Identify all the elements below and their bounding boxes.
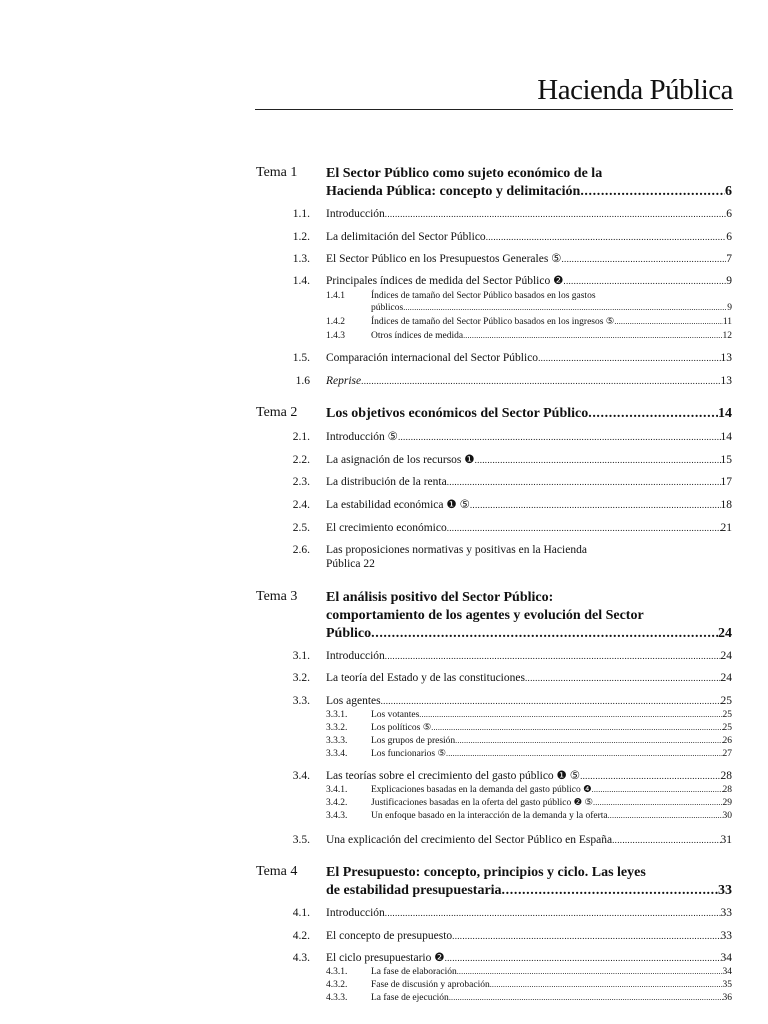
- item-text: El concepto de presupuesto: [326, 930, 453, 942]
- dot-leader: [445, 951, 721, 965]
- dot-leader: [431, 722, 722, 734]
- dot-leader: [381, 694, 721, 708]
- item-number: 4.1.: [292, 907, 310, 919]
- item-number: 1.4.: [292, 275, 310, 287]
- subitem-text: públicos: [371, 303, 404, 313]
- item-number: 2.6.: [292, 544, 310, 556]
- dot-leader: [538, 351, 720, 365]
- subitem-text: Explicaciones basadas en la demanda del gasto público ❹: [371, 785, 592, 795]
- subitem-text: Los grupos de presión: [371, 736, 456, 746]
- item-page: 6: [726, 231, 732, 243]
- subitem-text: Índices de tamaño del Sector Público basados en los gastos: [371, 291, 596, 301]
- subitem-text: Fase de discusión y aprobación: [371, 980, 490, 990]
- subitem-number: 3.3.2.: [326, 723, 348, 733]
- item-page: 17: [720, 476, 732, 488]
- subitem-text: Un enfoque basado en la interacción de la demanda y la oferta: [371, 811, 608, 821]
- item-number: 3.2.: [292, 672, 310, 684]
- dot-leader: [361, 374, 720, 388]
- item-text: La asignación de los recursos ❶: [326, 454, 475, 466]
- subitem-text: Los votantes: [371, 710, 420, 720]
- subitem-number: 1.4.3: [326, 331, 345, 341]
- dot-leader: [449, 992, 723, 1004]
- subitem-number: 3.3.1.: [326, 710, 348, 720]
- subitem-page: 27: [722, 749, 732, 759]
- item-page: 15: [720, 454, 732, 466]
- subitem-text: Los funcionarios ⑤: [371, 749, 447, 759]
- item-text: Introducción: [326, 907, 385, 919]
- item-number: 2.4.: [292, 499, 310, 511]
- item-text: Una explicación del crecimiento del Sector Público en España: [326, 834, 613, 846]
- subitem-page: 26: [722, 736, 732, 746]
- dot-leader: [475, 453, 721, 467]
- subitem-number: 4.3.3.: [326, 993, 348, 1003]
- subitem-number: 3.4.3.: [326, 811, 348, 821]
- dot-leader: [446, 748, 722, 760]
- dot-leader: [419, 709, 722, 721]
- tema-title: [326, 864, 732, 900]
- item-text: Las teorías sobre el crecimiento del gasto público ❶ ⑤: [326, 770, 581, 782]
- item-page: 21: [720, 522, 732, 534]
- dot-leader: [371, 625, 718, 643]
- dot-leader: [490, 979, 723, 991]
- subitem-page: 36: [722, 993, 732, 1003]
- tema-label: Tema 1: [256, 165, 298, 180]
- subitem-text: Justificaciones basadas en la oferta del gasto público ❷ ⑤: [371, 798, 594, 808]
- dot-leader: [455, 735, 722, 747]
- tema-page: 6: [725, 184, 732, 199]
- item-number: 4.3.: [292, 952, 310, 964]
- subitem-page: 29: [722, 798, 732, 808]
- item-number: 2.2.: [292, 454, 310, 466]
- title-rule: [255, 109, 733, 110]
- dot-leader: [588, 405, 718, 423]
- item-number: 1.3.: [292, 253, 310, 265]
- dot-leader: [608, 810, 723, 822]
- dot-leader: [385, 649, 721, 663]
- dot-leader: [447, 521, 721, 535]
- item-text: Introducción ⑤: [326, 431, 398, 443]
- item-page: 28: [720, 770, 732, 782]
- dot-leader: [385, 207, 726, 221]
- dot-leader: [463, 330, 722, 342]
- item-number: 2.3.: [292, 476, 310, 488]
- subitem-page: 34: [722, 967, 732, 977]
- item-number: 3.3.: [292, 695, 310, 707]
- item-page: 24: [720, 672, 732, 684]
- dot-leader: [447, 475, 721, 489]
- subitem-number: 3.3.3.: [326, 736, 348, 746]
- subitem-page: 35: [722, 980, 732, 990]
- subitem-number: 4.3.2.: [326, 980, 348, 990]
- dot-leader: [563, 274, 726, 288]
- tema-title: [326, 405, 732, 423]
- item-page: 25: [720, 695, 732, 707]
- item-text: La distribución de la renta: [326, 476, 447, 488]
- dot-leader: [457, 966, 723, 978]
- subitem-number: 3.4.2.: [326, 798, 348, 808]
- item-page: 13: [720, 352, 732, 364]
- dot-leader: [525, 671, 721, 685]
- item-number: 1.5.: [292, 352, 310, 364]
- item-number: 2.5.: [292, 522, 310, 534]
- subitem-page: 30: [722, 811, 732, 821]
- dot-leader: [502, 882, 718, 900]
- subitem-text: Otros índices de medida: [371, 331, 464, 341]
- tema-page: 14: [718, 406, 732, 421]
- item-number: 1.2.: [292, 231, 310, 243]
- subitem-page: 9: [727, 303, 732, 313]
- item-number: 4.2.: [292, 930, 310, 942]
- tema-title-line: Hacienda Pública: concepto y delimitación: [326, 184, 581, 199]
- item-text: Las proposiciones normativas y positivas en la Hacienda: [326, 544, 587, 556]
- dot-leader: [385, 906, 721, 920]
- tema-title-line: comportamiento de los agentes y evolución del Sector: [326, 608, 644, 623]
- tema-page: 24: [718, 626, 732, 641]
- subitem-number: 4.3.1.: [326, 967, 348, 977]
- subitem-page: 25: [722, 723, 732, 733]
- tema-label: Tema 4: [256, 864, 298, 879]
- subitem-number: 3.3.4.: [326, 749, 348, 759]
- item-page: 31: [720, 834, 732, 846]
- item-text: Los agentes: [326, 695, 381, 707]
- dot-leader: [403, 302, 727, 314]
- tema-title-line: El Sector Público como sujeto económico de la: [326, 166, 603, 181]
- item-text: Introducción: [326, 208, 385, 220]
- subitem-page: 28: [722, 785, 732, 795]
- dot-leader: [486, 230, 727, 244]
- item-page: 24: [720, 650, 732, 662]
- item-text: Pública 22: [326, 558, 375, 570]
- item-number: 3.1.: [292, 650, 310, 662]
- dot-leader: [580, 183, 725, 201]
- dot-leader: [561, 252, 726, 266]
- item-page: 33: [720, 907, 732, 919]
- item-text: El ciclo presupuestario ❷: [326, 952, 445, 964]
- subitem-text: Índices de tamaño del Sector Público basados en los ingresos ⑤: [371, 317, 615, 327]
- tema-title: [326, 589, 732, 643]
- item-text: La estabilidad económica ❶ ⑤: [326, 499, 470, 511]
- item-page: 7: [726, 253, 732, 265]
- subitem-number: 1.4.2: [326, 317, 345, 327]
- dot-leader: [470, 498, 721, 512]
- item-text: El crecimiento económico: [326, 522, 447, 534]
- dot-leader: [452, 929, 720, 943]
- tema-title-line: Los objetivos económicos del Sector Público: [326, 406, 589, 421]
- item-page: 13: [720, 375, 732, 387]
- dot-leader: [593, 797, 722, 809]
- subitem-number: 1.4.1: [326, 291, 345, 301]
- subitem-text: Los políticos ⑤: [371, 723, 432, 733]
- tema-title-line: El análisis positivo del Sector Público:: [326, 590, 554, 605]
- document-title: Hacienda Pública: [537, 74, 733, 106]
- item-page: 6: [726, 208, 732, 220]
- subitem-page: 25: [722, 710, 732, 720]
- tema-title-line: El Presupuesto: concepto, principios y ciclo. Las leyes: [326, 865, 646, 880]
- item-text: El Sector Público en los Presupuestos Generales ⑤: [326, 253, 562, 265]
- item-text: Introducción: [326, 650, 385, 662]
- tema-label: Tema 3: [256, 589, 298, 604]
- tema-page: 33: [718, 883, 732, 898]
- item-page: 14: [720, 431, 732, 443]
- item-text: Comparación internacional del Sector Público: [326, 352, 539, 364]
- tema-label: Tema 2: [256, 405, 298, 420]
- item-number: 1.6: [295, 375, 310, 387]
- item-number: 3.4.: [292, 770, 310, 782]
- item-text: La teoría del Estado y de las constituciones: [326, 672, 525, 684]
- item-text: La delimitación del Sector Público: [326, 231, 486, 243]
- dot-leader: [580, 769, 720, 783]
- dot-leader: [612, 833, 720, 847]
- dot-leader: [398, 430, 721, 444]
- tema-title-line: de estabilidad presupuestaria: [326, 883, 502, 898]
- subitem-text: La fase de elaboración: [371, 967, 457, 977]
- subitem-number: 3.4.1.: [326, 785, 348, 795]
- subitem-text: La fase de ejecución: [371, 993, 449, 1003]
- item-page: 33: [720, 930, 732, 942]
- dot-leader: [614, 316, 723, 328]
- item-number: 1.1.: [292, 208, 310, 220]
- dot-leader: [592, 784, 723, 796]
- subitem-page: 12: [722, 331, 732, 341]
- item-number: 3.5.: [292, 834, 310, 846]
- subitem-page: 11: [722, 317, 732, 327]
- item-page: 34: [720, 952, 732, 964]
- item-text: Reprise: [326, 375, 362, 387]
- tema-title-line: Público: [326, 626, 372, 641]
- item-page: 9: [726, 275, 732, 287]
- tema-title: [326, 165, 732, 201]
- item-page: 18: [720, 499, 732, 511]
- item-text: Principales índices de medida del Sector Público ❷: [326, 275, 564, 287]
- item-number: 2.1.: [292, 431, 310, 443]
